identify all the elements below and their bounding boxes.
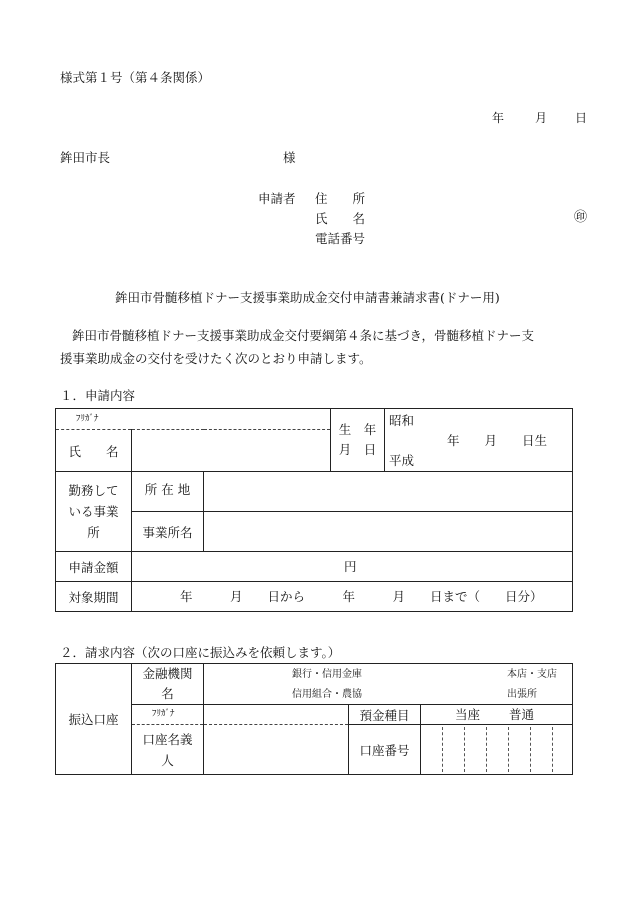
section2-heading: ２．請求内容（次の口座に振込みを依頼します。）: [60, 645, 341, 660]
period-field[interactable]: [132, 582, 573, 612]
digit-divider: [464, 727, 465, 772]
deposit-ordinary[interactable]: 普通: [509, 707, 535, 722]
workplace-label-line2: いる事業: [68, 504, 119, 519]
holder-furigana-label: ﾌﾘｶﾞﾅ: [152, 709, 175, 719]
furigana-field[interactable]: [56, 409, 331, 430]
bank-name-label-line2: 名: [161, 686, 174, 701]
bank-types-1: 銀行・信用金庫: [292, 669, 362, 680]
bank-types-2: 信用組合・農協: [292, 689, 362, 700]
digit-divider: [552, 727, 553, 772]
applicant-address-label: 住 所: [315, 191, 366, 206]
account-number-label: 口座番号: [349, 725, 421, 775]
workplace-label-line1: 勤務して: [68, 483, 119, 498]
birthdate-field[interactable]: [385, 409, 573, 472]
applicant-name-label: 氏 名: [315, 211, 366, 226]
bank-name-label-line1: 金融機関: [142, 666, 193, 681]
bank-account-table: [55, 663, 573, 775]
location-field[interactable]: [204, 472, 573, 512]
birthdate-ymd: 年 月 日生: [447, 433, 548, 448]
digit-divider: [486, 727, 487, 772]
holder-name-field[interactable]: [204, 725, 349, 775]
amount-label: 申請金額: [56, 552, 132, 582]
deposit-type-label: 預金種目: [349, 705, 421, 725]
applicant-phone-label: 電話番号: [315, 231, 366, 246]
addressee-name: 鉾田市長: [60, 150, 111, 165]
digit-divider: [508, 727, 509, 772]
form-number: 様式第１号（第４条関係）: [60, 70, 211, 85]
intro-line-1: 鉾田市骨髄移植ドナー支援事業助成金交付要綱第４条に基づき，骨髄移植ドナー支: [72, 328, 535, 343]
holder-name-label-line1: 口座名義: [142, 731, 193, 747]
era-heisei: 平成: [389, 453, 415, 468]
office-name-field[interactable]: [204, 512, 573, 552]
transfer-account-label: 振込口座: [56, 664, 132, 775]
date-day: 日: [575, 111, 588, 125]
furigana-label: ﾌﾘｶﾞﾅ: [76, 414, 99, 424]
holder-name-label-line2: 人: [161, 752, 174, 768]
section1-heading: １．申請内容: [60, 388, 136, 403]
bank-name-field[interactable]: [204, 664, 573, 705]
branch-types-1: 本店・支店: [507, 669, 557, 680]
addressee-honorific: 様: [283, 150, 296, 165]
period-value: 年 月 日から 年 月 日まで（ 日分）: [180, 589, 543, 604]
holder-furigana-label-cell: [132, 705, 204, 725]
birthdate-label-cell: [331, 409, 385, 472]
deposit-current[interactable]: 当座: [455, 707, 481, 722]
branch-types-2: 出張所: [507, 689, 537, 700]
application-table: [55, 408, 573, 612]
location-label: 所 在 地: [132, 472, 204, 512]
applicant-label: 申請者: [258, 191, 296, 206]
holder-name-label: [132, 725, 204, 775]
workplace-label: [56, 472, 132, 552]
workplace-label-line3: 所: [87, 525, 100, 540]
bank-name-label: [132, 664, 204, 705]
holder-furigana-field[interactable]: [204, 705, 349, 725]
seal-mark: ㊞: [574, 210, 588, 225]
digit-divider: [530, 727, 531, 772]
birthdate-label-line1: 生 年: [338, 422, 377, 437]
name-label: 氏 名: [56, 430, 132, 472]
account-number-field[interactable]: [421, 725, 573, 775]
birthdate-label-line2: 月 日: [338, 442, 377, 457]
name-field[interactable]: [132, 430, 331, 472]
deposit-type-field[interactable]: [421, 705, 573, 725]
office-name-label: 事業所名: [132, 512, 204, 552]
intro-paragraph: [60, 324, 590, 370]
digit-divider: [442, 727, 443, 772]
date-month: 月: [535, 111, 548, 125]
document-title: 鉾田市骨髄移植ドナー支援事業助成金交付申請書兼請求書(ドナー用): [115, 290, 500, 305]
intro-line-2: 援事業助成金の交付を受けたく次のとおり申請します。: [60, 351, 372, 366]
amount-field[interactable]: [132, 552, 573, 582]
yen-label: 円: [344, 559, 357, 574]
date-year: 年: [492, 111, 505, 125]
era-showa: 昭和: [389, 413, 415, 428]
period-label: 対象期間: [56, 582, 132, 612]
